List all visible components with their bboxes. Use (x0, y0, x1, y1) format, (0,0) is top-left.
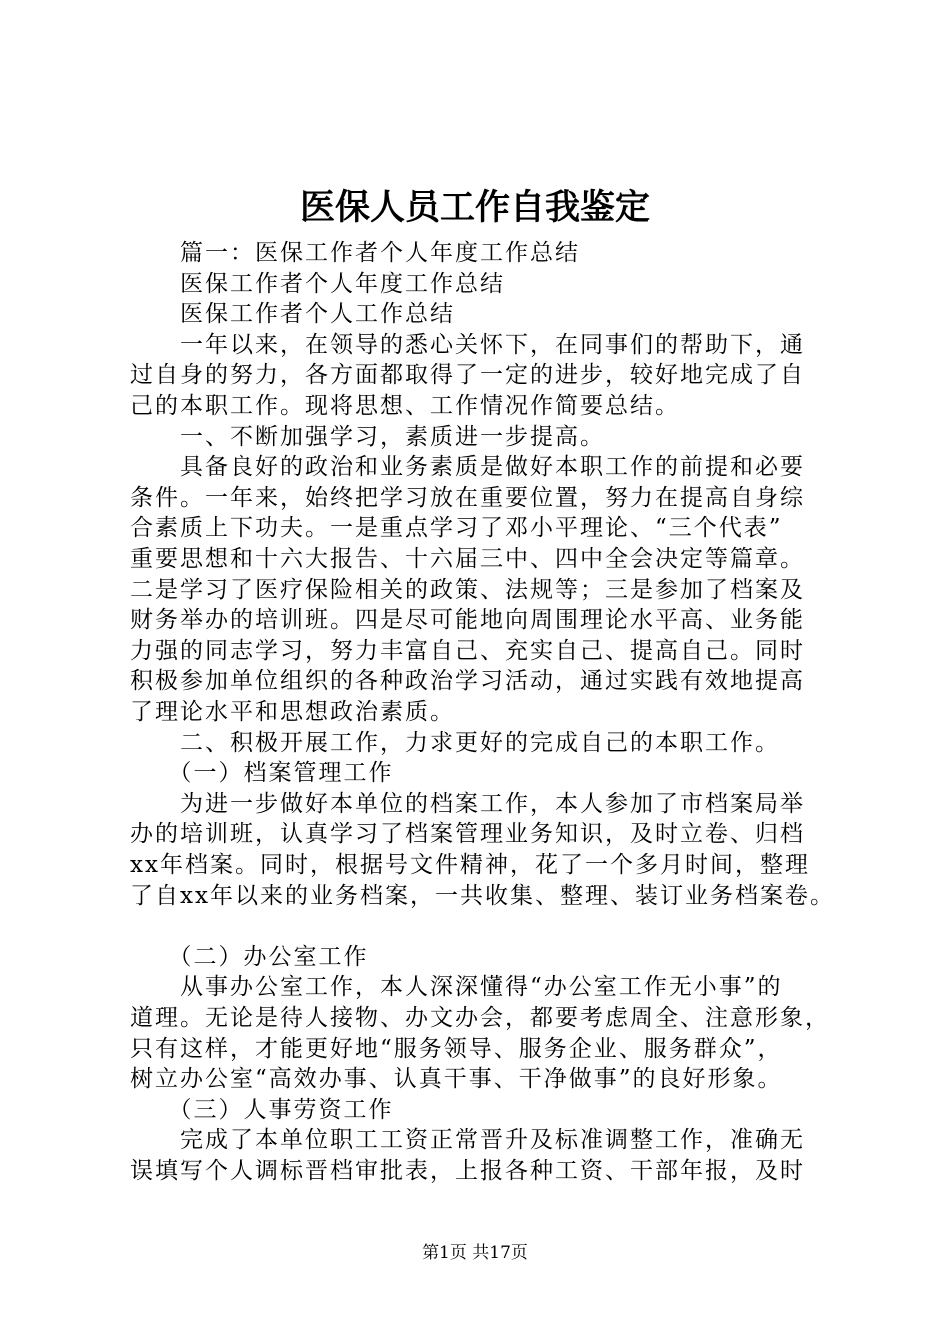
body-line: 了自xx年以来的业务档案，一共收集、整理、装订业务档案卷。 (130, 883, 835, 909)
body-line: 财务举办的培训班。四是尽可能地向周围理论水平高、业务能 (130, 607, 805, 633)
body-line: 条件。一年来，始终把学习放在重要位置，努力在提高自身综 (130, 485, 805, 511)
body-line: 完成了本单位职工工资正常晋升及标准调整工作，准确无 (130, 1127, 805, 1153)
body-line: 力强的同志学习，努力丰富自己、充实自己、提高自己。同时 (130, 638, 805, 664)
body-line: 二是学习了医疗保险相关的政策、法规等；三是参加了档案及 (130, 577, 805, 603)
body-line: 己的本职工作。现将思想、工作情况作简要总结。 (130, 393, 680, 419)
body-line: （一）档案管理工作 (130, 760, 394, 786)
body-line: 道理。无论是待人接物、办文办会，都要考虑周全、注意形象， (130, 1005, 830, 1031)
body-line: 篇一：医保工作者个人年度工作总结 (130, 240, 580, 266)
body-line: 树立办公室“高效办事、认真干事、干净做事”的良好形象。 (130, 1066, 783, 1092)
document-title: 医保人员工作自我鉴定 (299, 187, 650, 228)
body-line: 具备良好的政治和业务素质是做好本职工作的前提和必要 (130, 454, 805, 480)
body-line: 为进一步做好本单位的档案工作，本人参加了市档案局举 (130, 791, 805, 817)
body-line: 从事办公室工作，本人深深懂得“办公室工作无小事”的 (130, 974, 783, 1000)
body-line: （三）人事劳资工作 (130, 1097, 394, 1123)
body-line: 误填写个人调标晋档审批表，上报各种工资、干部年报，及时 (130, 1158, 805, 1184)
body-line: 医保工作者个人年度工作总结 (130, 271, 505, 297)
body-line: xx年档案。同时，根据号文件精神，花了一个多月时间，整理 (130, 852, 810, 878)
body-line: 一、不断加强学习，素质进一步提高。 (130, 424, 605, 450)
body-line: 过自身的努力，各方面都取得了一定的进步，较好地完成了自 (130, 362, 805, 388)
body-line: 只有这样，才能更好地“服务领导、服务企业、服务群众”， (130, 1036, 783, 1062)
body-line: 合素质上下功夫。一是重点学习了邓小平理论、“三个代表” (130, 515, 783, 541)
body-line: （二）办公室工作 (130, 944, 369, 970)
body-line: 了理论水平和思想政治素质。 (130, 699, 455, 725)
body-line: 办的培训班，认真学习了档案管理业务知识，及时立卷、归档 (130, 821, 805, 847)
body-line: 医保工作者个人工作总结 (130, 301, 455, 327)
body-line: 一年以来，在领导的悉心关怀下，在同事们的帮助下，通 (130, 332, 805, 358)
body-line: 二、积极开展工作，力求更好的完成自己的本职工作。 (130, 730, 780, 756)
body-line: 重要思想和十六大报告、十六届三中、四中全会决定等篇章。 (130, 546, 805, 572)
body-line: 积极参加单位组织的各种政治学习活动，通过实践有效地提高 (130, 668, 805, 694)
page-footer: 第1页 共17页 (422, 1243, 528, 1263)
